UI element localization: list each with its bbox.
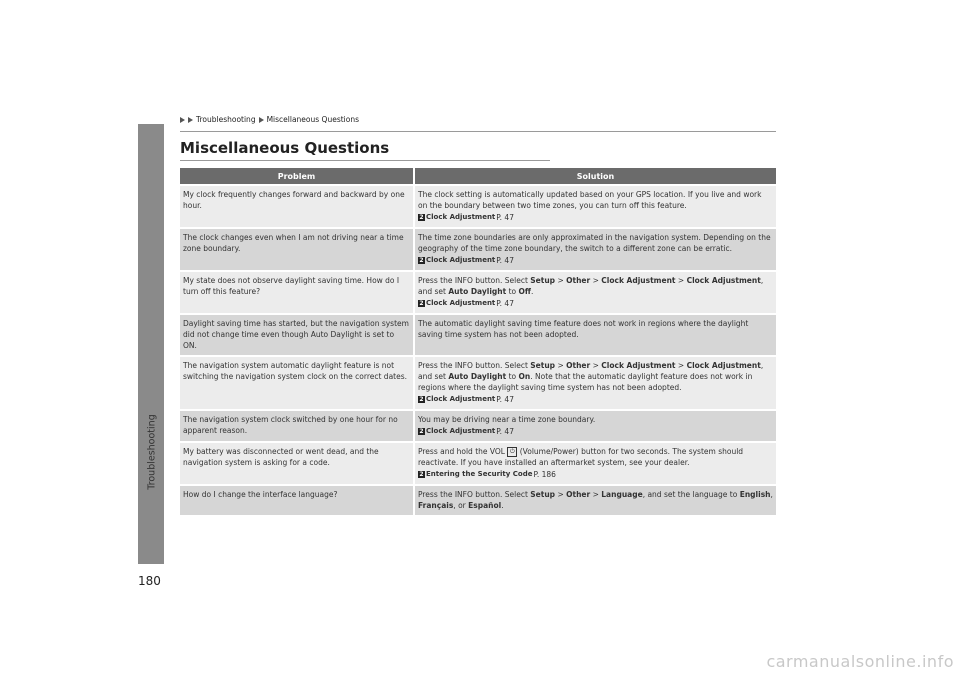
solution-cell: [413, 355, 776, 409]
page-reference[interactable]: [418, 212, 514, 223]
problem-cell: The navigation system clock switched by one hour for no apparent reason.: [180, 409, 413, 441]
reference-label: Clock Adjustment: [426, 256, 496, 264]
breadcrumb: [180, 115, 359, 124]
page-reference[interactable]: [418, 298, 514, 309]
reference-page: P. 47: [496, 395, 514, 404]
solution-cell: [413, 270, 776, 313]
page-reference[interactable]: [418, 394, 514, 405]
solution-text: You may be driving near a time zone boundary.: [418, 415, 596, 424]
reference-arrow-icon: 2: [419, 396, 424, 403]
reference-page: P. 47: [496, 427, 514, 436]
reference-page: P. 47: [496, 256, 514, 265]
solution-text: Press the INFO button. Select Setup > Other > Clock Adjustment > Clock Adjustment, and set Auto Daylight to On. Note that the automatic daylight feature does not work in regions where the daylight saving time system has not been adopted.: [418, 361, 764, 392]
table-row: [180, 409, 776, 441]
breadcrumb-item-current: Miscellaneous Questions: [266, 115, 359, 124]
side-section-tab: [138, 124, 164, 564]
solution-cell: [413, 184, 776, 227]
reference-arrow-icon: 2: [419, 300, 424, 307]
arrow-right-icon: [188, 117, 193, 123]
page-title: Miscellaneous Questions: [180, 139, 390, 157]
problem-cell: The navigation system automatic daylight feature is not switching the navigation system clock on the correct dates.: [180, 355, 413, 409]
reference-label: Clock Adjustment: [426, 299, 496, 307]
reference-arrow-icon: 2: [419, 428, 424, 435]
title-underline: [180, 160, 550, 161]
problem-cell: How do I change the interface language?: [180, 484, 413, 515]
solution-text: The automatic daylight saving time feature does not work in regions where the daylight saving time system has not been adopted.: [418, 319, 749, 339]
table-row: [180, 184, 776, 227]
table-row: [180, 270, 776, 313]
side-section-label: Troubleshooting: [146, 414, 158, 490]
solution-text: The clock setting is automatically updated based on your GPS location. If you live and work on the boundary between two time zones, you can turn off this feature.: [418, 190, 762, 210]
solution-cell: [413, 441, 776, 484]
solution-text: The time zone boundaries are only approximated in the navigation system. Depending on the geography of the time zone boundary, the switch to a different zone can be erratic.: [418, 233, 771, 253]
problem-cell: My clock frequently changes forward and backward by one hour.: [180, 184, 413, 227]
reference-arrow-icon: 2: [419, 471, 424, 478]
reference-label: Clock Adjustment: [426, 395, 496, 403]
page-number: 180: [138, 574, 161, 588]
problem-cell: My battery was disconnected or went dead, and the navigation system is asking for a code.: [180, 441, 413, 484]
table-row: [180, 484, 776, 515]
reference-arrow-icon: 2: [419, 214, 424, 221]
problem-column-header: Problem: [180, 168, 413, 184]
solution-cell: [413, 227, 776, 270]
reference-arrow-icon: 2: [419, 257, 424, 264]
solution-column-header: Solution: [413, 168, 776, 184]
arrow-right-icon: [180, 117, 185, 123]
page-reference[interactable]: [418, 469, 556, 480]
solution-text: Press and hold the VOL ⏻ (Volume/Power) button for two seconds. The system should reactivate. If you have installed an aftermarket system, see your dealer.: [418, 447, 744, 467]
table-row: [180, 441, 776, 484]
page-reference[interactable]: [418, 426, 514, 437]
power-icon: ⏻: [507, 447, 517, 457]
solution-text: Press the INFO button. Select Setup > Other > Language, and set the language to English, Français, or Español.: [418, 490, 773, 510]
problem-cell: Daylight saving time has started, but the navigation system did not change time even though Auto Daylight is set to ON.: [180, 313, 413, 355]
reference-label: Clock Adjustment: [426, 427, 496, 435]
solution-cell: [413, 409, 776, 441]
problem-cell: My state does not observe daylight saving time. How do I turn off this feature?: [180, 270, 413, 313]
reference-page: P. 47: [496, 213, 514, 222]
reference-label: Entering the Security Code: [426, 470, 533, 478]
solution-cell: [413, 484, 776, 515]
arrow-right-icon: [259, 117, 264, 123]
reference-page: P. 186: [533, 470, 556, 479]
reference-label: Clock Adjustment: [426, 213, 496, 221]
solution-text: Press the INFO button. Select Setup > Other > Clock Adjustment > Clock Adjustment, and set Auto Daylight to Off.: [418, 276, 764, 296]
page-reference[interactable]: [418, 255, 514, 266]
solution-cell: [413, 313, 776, 355]
faq-table: [180, 168, 776, 515]
breadcrumb-item-troubleshooting[interactable]: Troubleshooting: [196, 115, 256, 124]
table-row: [180, 355, 776, 409]
problem-cell: The clock changes even when I am not driving near a time zone boundary.: [180, 227, 413, 270]
reference-page: P. 47: [496, 299, 514, 308]
header-divider: [180, 131, 776, 132]
table-row: [180, 227, 776, 270]
table-header-row: [180, 168, 776, 184]
watermark-text: carmanualsonline.info: [766, 652, 954, 671]
table-row: [180, 313, 776, 355]
